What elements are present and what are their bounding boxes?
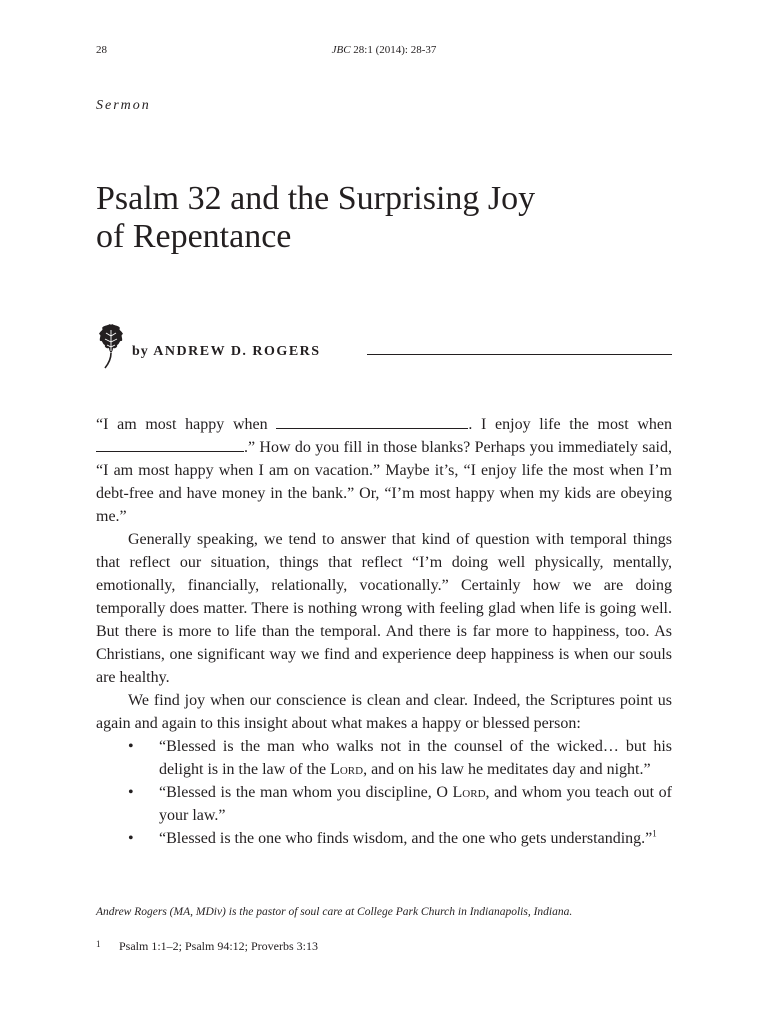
list-item	[96, 781, 672, 827]
blank-line	[96, 437, 244, 452]
bullet-marker: •	[128, 784, 134, 801]
bullet-text: , and on his law he meditates day and night.”	[363, 761, 651, 778]
divine-name: Lord	[452, 784, 486, 801]
article-title	[96, 180, 656, 256]
footnote	[96, 939, 672, 954]
bullet-text: “Blessed is the one who finds wisdom, and the one who gets understanding.”	[159, 830, 653, 847]
paragraph-1-part-a: “I am most happy when	[96, 416, 277, 433]
title-line-2: of Repentance	[96, 218, 292, 255]
author-name: ANDREW D. ROGERS	[153, 344, 321, 359]
page-number: 28	[96, 44, 107, 56]
bullet-marker: •	[128, 830, 134, 847]
list-item	[96, 827, 672, 850]
footnote-number: 1	[96, 939, 101, 949]
byline-by: by	[132, 344, 149, 359]
divine-name: Lord	[330, 761, 364, 778]
byline	[96, 322, 672, 372]
paragraph-1-part-b: . I enjoy life the most when	[468, 416, 673, 433]
bullet-text: “Blessed is the man who walks not in the counsel of the wicked… but his delight is in the law of the	[159, 738, 672, 778]
list-item	[96, 735, 672, 781]
running-head	[0, 44, 768, 56]
bullet-marker: •	[128, 738, 134, 755]
journal-citation: 28:1 (2014): 28-37	[353, 44, 437, 56]
blank-line	[276, 414, 468, 429]
journal-abbrev: JBC	[331, 44, 351, 56]
bullet-text: , and whom you teach out of your law.”	[159, 784, 672, 824]
scripture-list	[96, 735, 672, 850]
section-label: Sermon	[96, 98, 151, 113]
footnote-ref[interactable]: 1	[652, 828, 657, 839]
paragraph-2: Generally speaking, we tend to answer that kind of question with temporal things that reflect our situation, things that reflect “I’m doing well physically, mentally, emotionally, financially, relationally, vocationally.” Certainly how we are doing temporally does matter. There is nothing wrong with feeling glad when life is going well. But there is more to life than the temporal. And there is far more to happiness, too. As Christians, one significant way we find and experience deep happiness is when our souls are healthy.	[96, 531, 672, 686]
author-note: Andrew Rogers (MA, MDiv) is the pastor of soul care at College Park Church in Indianapolis, Indiana.	[96, 906, 573, 918]
byline-text	[132, 344, 321, 360]
footnote-text: Psalm 1:1–2; Psalm 94:12; Proverbs 3:13	[119, 939, 319, 953]
byline-rule	[367, 354, 672, 355]
paragraph-1	[96, 413, 672, 528]
leaf-icon	[96, 322, 126, 370]
bullet-text: “Blessed is the man whom you discipline, O	[159, 784, 453, 801]
title-line-1: Psalm 32 and the Surprising Joy	[96, 180, 536, 217]
paragraph-1-part-c: .” How do you fill in those blanks? Perhaps you immediately said, “I am most happy when I am on vacation.” Maybe it’s, “I enjoy life the most when I’m debt-free and have money in the bank.” Or, “I’m most happy when my kids are obeying me.”	[96, 439, 672, 525]
article-body	[96, 413, 672, 850]
paragraph-3: We find joy when our conscience is clean and clear. Indeed, the Scriptures point us again and again to this insight about what makes a happy or blessed person:	[96, 692, 672, 732]
